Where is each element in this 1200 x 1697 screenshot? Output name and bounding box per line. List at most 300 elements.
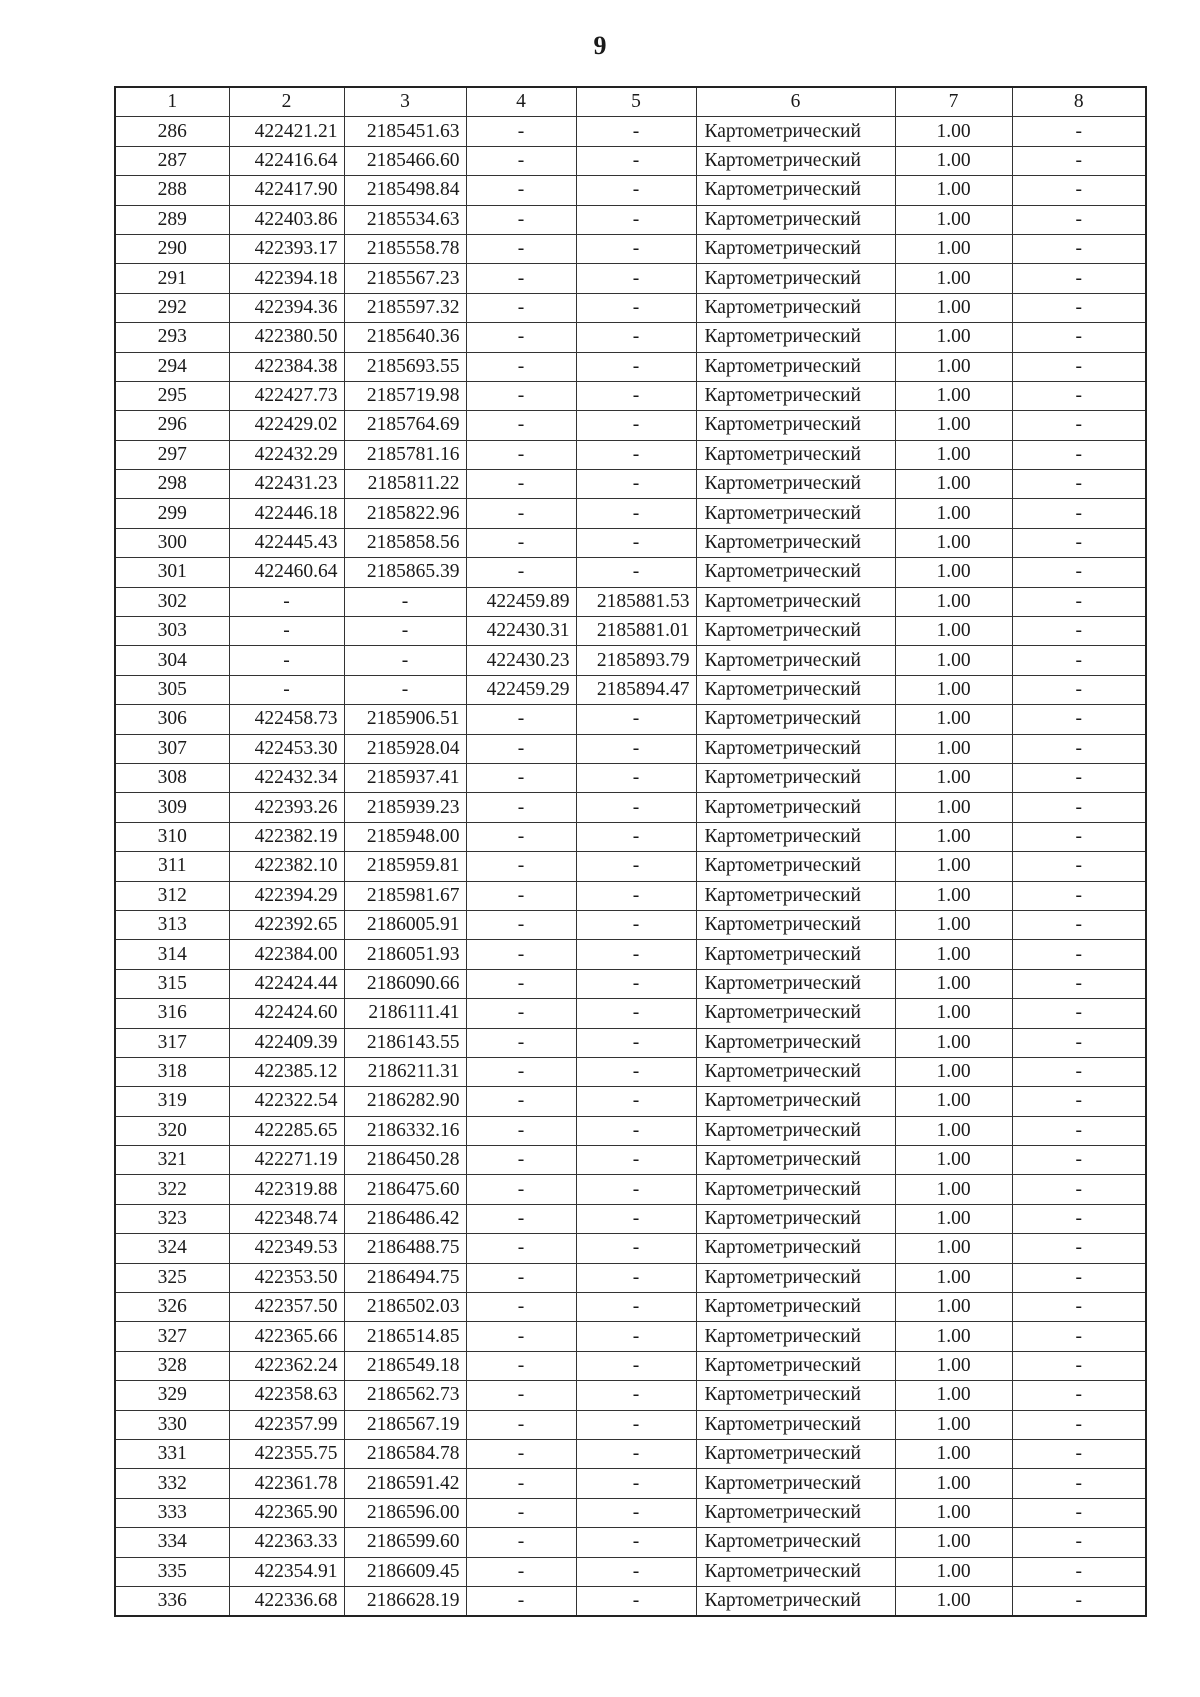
x-coordinate-new-cell: - (466, 293, 576, 322)
y-coordinate-new-cell: - (576, 293, 696, 322)
x-coordinate-new-cell: - (466, 852, 576, 881)
y-coordinate-cell: 2185693.55 (344, 352, 466, 381)
x-coordinate-cell: 422385.12 (229, 1057, 344, 1086)
x-coordinate-new-cell: - (466, 1293, 576, 1322)
coordinates-table (114, 86, 1147, 1617)
accuracy-cell: 1.00 (895, 793, 1012, 822)
accuracy-cell: 1.00 (895, 146, 1012, 175)
method-cell: Картометрический (696, 1116, 895, 1145)
method-cell: Картометрический (696, 176, 895, 205)
description-cell: - (1012, 1410, 1146, 1439)
method-cell: Картометрический (696, 940, 895, 969)
point-number-cell: 296 (115, 411, 229, 440)
point-number-cell: 320 (115, 1116, 229, 1145)
x-coordinate-cell: 422361.78 (229, 1469, 344, 1498)
table-row (115, 1116, 1146, 1145)
table-row (115, 1322, 1146, 1351)
method-cell: Картометрический (696, 617, 895, 646)
table-row (115, 352, 1146, 381)
y-coordinate-new-cell: 2185881.01 (576, 617, 696, 646)
y-coordinate-new-cell: - (576, 1028, 696, 1057)
description-cell: - (1012, 822, 1146, 851)
x-coordinate-new-cell: - (466, 234, 576, 263)
y-coordinate-new-cell: - (576, 1469, 696, 1498)
description-cell: - (1012, 352, 1146, 381)
y-coordinate-new-cell: - (576, 499, 696, 528)
x-coordinate-new-cell: - (466, 1381, 576, 1410)
y-coordinate-new-cell: - (576, 470, 696, 499)
point-number-cell: 300 (115, 528, 229, 557)
y-coordinate-new-cell: - (576, 705, 696, 734)
accuracy-cell: 1.00 (895, 1116, 1012, 1145)
method-cell: Картометрический (696, 1381, 895, 1410)
point-number-cell: 334 (115, 1528, 229, 1557)
method-cell: Картометрический (696, 1087, 895, 1116)
point-number-cell: 302 (115, 587, 229, 616)
x-coordinate-cell: 422445.43 (229, 528, 344, 557)
x-coordinate-new-cell: - (466, 1439, 576, 1468)
y-coordinate-cell: 2185959.81 (344, 852, 466, 881)
description-cell: - (1012, 440, 1146, 469)
table-row (115, 1146, 1146, 1175)
table-row (115, 499, 1146, 528)
y-coordinate-new-cell: - (576, 1057, 696, 1086)
description-cell: - (1012, 558, 1146, 587)
x-coordinate-cell: 422394.29 (229, 881, 344, 910)
description-cell: - (1012, 1557, 1146, 1586)
point-number-cell: 310 (115, 822, 229, 851)
x-coordinate-new-cell: - (466, 470, 576, 499)
table-row (115, 1469, 1146, 1498)
method-cell: Картометрический (696, 293, 895, 322)
y-coordinate-cell: 2186332.16 (344, 1116, 466, 1145)
y-coordinate-new-cell: 2185893.79 (576, 646, 696, 675)
x-coordinate-new-cell: - (466, 1234, 576, 1263)
point-number-cell: 307 (115, 734, 229, 763)
method-cell: Картометрический (696, 822, 895, 851)
description-cell: - (1012, 1439, 1146, 1468)
y-coordinate-new-cell: - (576, 117, 696, 146)
x-coordinate-new-cell: - (466, 705, 576, 734)
table-row (115, 1381, 1146, 1410)
x-coordinate-new-cell: - (466, 881, 576, 910)
y-coordinate-new-cell: - (576, 1263, 696, 1292)
x-coordinate-new-cell: - (466, 146, 576, 175)
table-row (115, 1175, 1146, 1204)
y-coordinate-cell: 2186488.75 (344, 1234, 466, 1263)
description-cell: - (1012, 999, 1146, 1028)
description-cell: - (1012, 117, 1146, 146)
table-row (115, 940, 1146, 969)
x-coordinate-new-cell: - (466, 1322, 576, 1351)
y-coordinate-new-cell: - (576, 352, 696, 381)
y-coordinate-new-cell: - (576, 1557, 696, 1586)
table-row (115, 881, 1146, 910)
accuracy-cell: 1.00 (895, 1057, 1012, 1086)
page-number: 9 (593, 31, 607, 60)
table-row (115, 264, 1146, 293)
table-row (115, 910, 1146, 939)
method-cell: Картометрический (696, 1528, 895, 1557)
table-row (115, 1028, 1146, 1057)
accuracy-cell: 1.00 (895, 352, 1012, 381)
table-row (115, 1586, 1146, 1616)
y-coordinate-new-cell: - (576, 822, 696, 851)
x-coordinate-cell: 422393.17 (229, 234, 344, 263)
accuracy-cell: 1.00 (895, 205, 1012, 234)
method-cell: Картометрический (696, 969, 895, 998)
accuracy-cell: 1.00 (895, 1351, 1012, 1380)
y-coordinate-new-cell: - (576, 411, 696, 440)
x-coordinate-cell: 422417.90 (229, 176, 344, 205)
table-row (115, 617, 1146, 646)
x-coordinate-new-cell: - (466, 999, 576, 1028)
point-number-cell: 311 (115, 852, 229, 881)
method-cell: Картометрический (696, 1057, 895, 1086)
x-coordinate-new-cell: - (466, 734, 576, 763)
point-number-cell: 315 (115, 969, 229, 998)
point-number-cell: 289 (115, 205, 229, 234)
y-coordinate-new-cell: - (576, 1087, 696, 1116)
accuracy-cell: 1.00 (895, 587, 1012, 616)
x-coordinate-new-cell: - (466, 793, 576, 822)
method-cell: Картометрический (696, 675, 895, 704)
point-number-cell: 335 (115, 1557, 229, 1586)
x-coordinate-cell: 422357.99 (229, 1410, 344, 1439)
x-coordinate-new-cell: - (466, 1057, 576, 1086)
y-coordinate-cell: 2185822.96 (344, 499, 466, 528)
accuracy-cell: 1.00 (895, 234, 1012, 263)
x-coordinate-cell: 422363.33 (229, 1528, 344, 1557)
y-coordinate-cell: 2185558.78 (344, 234, 466, 263)
point-number-cell: 332 (115, 1469, 229, 1498)
y-coordinate-new-cell: - (576, 440, 696, 469)
y-coordinate-new-cell: - (576, 1175, 696, 1204)
point-number-cell: 316 (115, 999, 229, 1028)
y-coordinate-cell: 2185928.04 (344, 734, 466, 763)
method-cell: Картометрический (696, 440, 895, 469)
accuracy-cell: 1.00 (895, 411, 1012, 440)
description-cell: - (1012, 411, 1146, 440)
x-coordinate-cell: 422353.50 (229, 1263, 344, 1292)
y-coordinate-cell: - (344, 587, 466, 616)
accuracy-cell: 1.00 (895, 1498, 1012, 1527)
table-row (115, 969, 1146, 998)
y-coordinate-cell: 2186502.03 (344, 1293, 466, 1322)
x-coordinate-new-cell: - (466, 499, 576, 528)
x-coordinate-new-cell: - (466, 1263, 576, 1292)
description-cell: - (1012, 910, 1146, 939)
x-coordinate-cell: 422393.26 (229, 793, 344, 822)
x-coordinate-new-cell: - (466, 1116, 576, 1145)
point-number-cell: 319 (115, 1087, 229, 1116)
point-number-cell: 304 (115, 646, 229, 675)
description-cell: - (1012, 1293, 1146, 1322)
method-cell: Картометрический (696, 852, 895, 881)
x-coordinate-new-cell: - (466, 1351, 576, 1380)
x-coordinate-new-cell: - (466, 1498, 576, 1527)
x-coordinate-cell: 422424.44 (229, 969, 344, 998)
accuracy-cell: 1.00 (895, 969, 1012, 998)
x-coordinate-new-cell: - (466, 381, 576, 410)
description-cell: - (1012, 1263, 1146, 1292)
accuracy-cell: 1.00 (895, 1234, 1012, 1263)
x-coordinate-cell: 422365.90 (229, 1498, 344, 1527)
y-coordinate-cell: 2185534.63 (344, 205, 466, 234)
table-row (115, 558, 1146, 587)
y-coordinate-cell: 2185937.41 (344, 763, 466, 792)
point-number-cell: 306 (115, 705, 229, 734)
y-coordinate-new-cell: - (576, 558, 696, 587)
x-coordinate-new-cell: - (466, 264, 576, 293)
accuracy-cell: 1.00 (895, 1263, 1012, 1292)
y-coordinate-new-cell: - (576, 205, 696, 234)
point-number-cell: 308 (115, 763, 229, 792)
method-cell: Картометрический (696, 1322, 895, 1351)
accuracy-cell: 1.00 (895, 117, 1012, 146)
point-number-cell: 325 (115, 1263, 229, 1292)
point-number-cell: 333 (115, 1498, 229, 1527)
point-number-cell: 323 (115, 1204, 229, 1233)
x-coordinate-cell: 422394.18 (229, 264, 344, 293)
y-coordinate-cell: 2186450.28 (344, 1146, 466, 1175)
x-coordinate-new-cell: - (466, 1469, 576, 1498)
description-cell: - (1012, 264, 1146, 293)
point-number-cell: 331 (115, 1439, 229, 1468)
y-coordinate-cell: 2185865.39 (344, 558, 466, 587)
y-coordinate-new-cell: - (576, 528, 696, 557)
point-number-cell: 330 (115, 1410, 229, 1439)
x-coordinate-new-cell: - (466, 205, 576, 234)
method-cell: Картометрический (696, 999, 895, 1028)
description-cell: - (1012, 1586, 1146, 1616)
y-coordinate-new-cell: - (576, 1351, 696, 1380)
description-cell: - (1012, 1204, 1146, 1233)
description-cell: - (1012, 1087, 1146, 1116)
y-coordinate-cell: 2185811.22 (344, 470, 466, 499)
table-row (115, 323, 1146, 352)
method-cell: Картометрический (696, 881, 895, 910)
x-coordinate-cell: 422355.75 (229, 1439, 344, 1468)
table-row (115, 440, 1146, 469)
point-number-cell: 322 (115, 1175, 229, 1204)
table-row (115, 1263, 1146, 1292)
method-cell: Картометрический (696, 146, 895, 175)
x-coordinate-new-cell: 422430.23 (466, 646, 576, 675)
y-coordinate-new-cell: - (576, 940, 696, 969)
accuracy-cell: 1.00 (895, 734, 1012, 763)
table-row (115, 793, 1146, 822)
description-cell: - (1012, 763, 1146, 792)
y-coordinate-new-cell: - (576, 969, 696, 998)
method-cell: Картометрический (696, 1469, 895, 1498)
x-coordinate-cell: 422384.00 (229, 940, 344, 969)
table-row (115, 763, 1146, 792)
x-coordinate-cell: - (229, 587, 344, 616)
description-cell: - (1012, 205, 1146, 234)
point-number-cell: 298 (115, 470, 229, 499)
description-cell: - (1012, 1234, 1146, 1263)
description-cell: - (1012, 1146, 1146, 1175)
x-coordinate-cell: 422429.02 (229, 411, 344, 440)
y-coordinate-cell: 2186051.93 (344, 940, 466, 969)
x-coordinate-new-cell: - (466, 1204, 576, 1233)
table-row (115, 176, 1146, 205)
description-cell: - (1012, 587, 1146, 616)
x-coordinate-cell: 422392.65 (229, 910, 344, 939)
x-coordinate-new-cell: - (466, 940, 576, 969)
x-coordinate-new-cell: - (466, 1175, 576, 1204)
table-row (115, 1293, 1146, 1322)
y-coordinate-new-cell: - (576, 910, 696, 939)
x-coordinate-new-cell: - (466, 352, 576, 381)
description-cell: - (1012, 1028, 1146, 1057)
x-coordinate-new-cell: - (466, 1557, 576, 1586)
y-coordinate-cell: 2185906.51 (344, 705, 466, 734)
table-row (115, 528, 1146, 557)
method-cell: Картометрический (696, 1498, 895, 1527)
y-coordinate-new-cell: - (576, 793, 696, 822)
x-coordinate-new-cell: 422430.31 (466, 617, 576, 646)
y-coordinate-cell: 2185640.36 (344, 323, 466, 352)
accuracy-cell: 1.00 (895, 852, 1012, 881)
description-cell: - (1012, 675, 1146, 704)
method-cell: Картометрический (696, 470, 895, 499)
accuracy-cell: 1.00 (895, 470, 1012, 499)
method-cell: Картометрический (696, 117, 895, 146)
y-coordinate-cell: 2186514.85 (344, 1322, 466, 1351)
accuracy-cell: 1.00 (895, 1528, 1012, 1557)
table-row (115, 1087, 1146, 1116)
point-number-cell: 328 (115, 1351, 229, 1380)
x-coordinate-cell: 422348.74 (229, 1204, 344, 1233)
y-coordinate-cell: 2186609.45 (344, 1557, 466, 1586)
y-coordinate-cell: 2185981.67 (344, 881, 466, 910)
y-coordinate-cell: 2186111.41 (344, 999, 466, 1028)
y-coordinate-new-cell: - (576, 146, 696, 175)
x-coordinate-new-cell: 422459.89 (466, 587, 576, 616)
accuracy-cell: 1.00 (895, 1381, 1012, 1410)
x-coordinate-new-cell: - (466, 763, 576, 792)
table-row (115, 822, 1146, 851)
description-cell: - (1012, 146, 1146, 175)
x-coordinate-cell: 422382.19 (229, 822, 344, 851)
y-coordinate-new-cell: - (576, 1234, 696, 1263)
description-cell: - (1012, 793, 1146, 822)
column-header: 8 (1012, 87, 1146, 117)
x-coordinate-new-cell: - (466, 822, 576, 851)
x-coordinate-cell: - (229, 646, 344, 675)
method-cell: Картометрический (696, 352, 895, 381)
method-cell: Картометрический (696, 705, 895, 734)
method-cell: Картометрический (696, 234, 895, 263)
table-row (115, 1528, 1146, 1557)
table-row (115, 293, 1146, 322)
table-row (115, 381, 1146, 410)
description-cell: - (1012, 1057, 1146, 1086)
x-coordinate-new-cell: 422459.29 (466, 675, 576, 704)
y-coordinate-new-cell: - (576, 734, 696, 763)
x-coordinate-cell: 422460.64 (229, 558, 344, 587)
method-cell: Картометрический (696, 1234, 895, 1263)
y-coordinate-cell: 2186562.73 (344, 1381, 466, 1410)
column-header: 4 (466, 87, 576, 117)
point-number-cell: 301 (115, 558, 229, 587)
accuracy-cell: 1.00 (895, 440, 1012, 469)
description-cell: - (1012, 176, 1146, 205)
point-number-cell: 313 (115, 910, 229, 939)
x-coordinate-cell: 422319.88 (229, 1175, 344, 1204)
table-row (115, 1351, 1146, 1380)
accuracy-cell: 1.00 (895, 1175, 1012, 1204)
y-coordinate-cell: - (344, 675, 466, 704)
y-coordinate-cell: 2185781.16 (344, 440, 466, 469)
y-coordinate-new-cell: 2185894.47 (576, 675, 696, 704)
point-number-cell: 294 (115, 352, 229, 381)
method-cell: Картометрический (696, 587, 895, 616)
table-row (115, 1234, 1146, 1263)
x-coordinate-cell: 422322.54 (229, 1087, 344, 1116)
y-coordinate-new-cell: - (576, 1116, 696, 1145)
description-cell: - (1012, 734, 1146, 763)
accuracy-cell: 1.00 (895, 646, 1012, 675)
y-coordinate-cell: 2186005.91 (344, 910, 466, 939)
x-coordinate-cell: 422362.24 (229, 1351, 344, 1380)
point-number-cell: 293 (115, 323, 229, 352)
description-cell: - (1012, 1351, 1146, 1380)
column-header: 5 (576, 87, 696, 117)
x-coordinate-new-cell: - (466, 440, 576, 469)
accuracy-cell: 1.00 (895, 1322, 1012, 1351)
header-row (115, 87, 1146, 117)
y-coordinate-new-cell: - (576, 763, 696, 792)
point-number-cell: 286 (115, 117, 229, 146)
point-number-cell: 321 (115, 1146, 229, 1175)
y-coordinate-cell: 2185764.69 (344, 411, 466, 440)
accuracy-cell: 1.00 (895, 1469, 1012, 1498)
description-cell: - (1012, 1469, 1146, 1498)
method-cell: Картометрический (696, 381, 895, 410)
point-number-cell: 329 (115, 1381, 229, 1410)
x-coordinate-new-cell: - (466, 969, 576, 998)
point-number-cell: 326 (115, 1293, 229, 1322)
description-cell: - (1012, 528, 1146, 557)
x-coordinate-cell: 422432.34 (229, 763, 344, 792)
table-row (115, 1057, 1146, 1086)
accuracy-cell: 1.00 (895, 1028, 1012, 1057)
description-cell: - (1012, 852, 1146, 881)
x-coordinate-cell: - (229, 675, 344, 704)
accuracy-cell: 1.00 (895, 176, 1012, 205)
accuracy-cell: 1.00 (895, 910, 1012, 939)
y-coordinate-new-cell: - (576, 323, 696, 352)
x-coordinate-cell: 422421.21 (229, 117, 344, 146)
table-row (115, 646, 1146, 675)
x-coordinate-cell: 422285.65 (229, 1116, 344, 1145)
x-coordinate-cell: 422427.73 (229, 381, 344, 410)
x-coordinate-cell: 422336.68 (229, 1586, 344, 1616)
accuracy-cell: 1.00 (895, 1293, 1012, 1322)
description-cell: - (1012, 1381, 1146, 1410)
x-coordinate-cell: 422382.10 (229, 852, 344, 881)
y-coordinate-new-cell: - (576, 1498, 696, 1527)
point-number-cell: 305 (115, 675, 229, 704)
y-coordinate-cell: 2185451.63 (344, 117, 466, 146)
accuracy-cell: 1.00 (895, 675, 1012, 704)
method-cell: Картометрический (696, 1351, 895, 1380)
method-cell: Картометрический (696, 499, 895, 528)
x-coordinate-new-cell: - (466, 1087, 576, 1116)
